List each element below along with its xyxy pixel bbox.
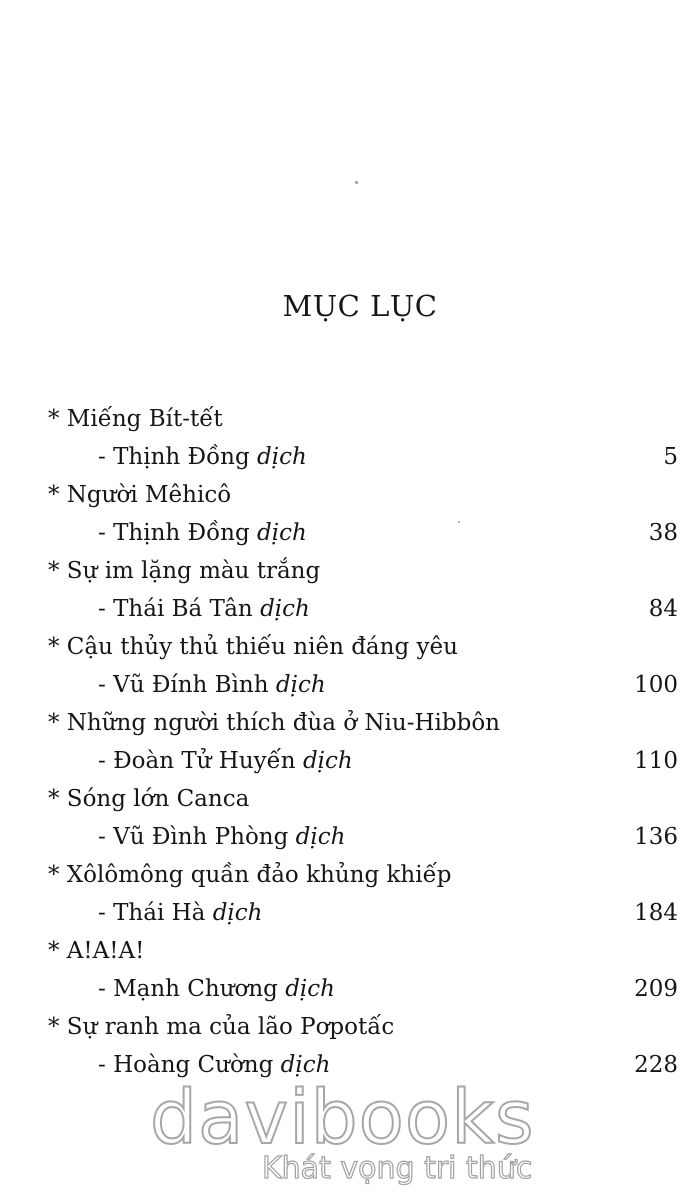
toc-entry xyxy=(48,552,678,628)
translated-label: dịch xyxy=(275,672,326,698)
translated-label: dịch xyxy=(280,1052,331,1078)
toc-entry xyxy=(48,1008,678,1084)
translated-label: dịch xyxy=(212,900,263,926)
translator-line xyxy=(48,666,678,704)
translator-line xyxy=(48,818,678,856)
translator-line xyxy=(48,514,678,552)
story-title: * Sóng lớn Canca xyxy=(48,786,250,812)
toc-entry xyxy=(48,704,678,780)
toc-entry xyxy=(48,476,678,552)
story-title: * Những người thích đùa ở Niu-Hibbôn xyxy=(48,710,500,736)
translator-name: - Thái Bá Tân xyxy=(98,596,253,622)
translator-name: - Thái Hà xyxy=(98,900,206,926)
story-title: * Cậu thủy thủ thiếu niên đáng yêu xyxy=(48,634,458,660)
page-number: 5 xyxy=(663,444,678,470)
page-number: 228 xyxy=(634,1052,678,1078)
page-number: 136 xyxy=(634,824,678,850)
page-number: 209 xyxy=(634,976,678,1002)
table-of-contents xyxy=(48,400,678,1084)
watermark-brand: davibooks xyxy=(150,1075,535,1161)
translator-line xyxy=(48,742,678,780)
story-title: * Sự ranh ma của lão Pơpotấc xyxy=(48,1014,395,1040)
translated-label: dịch xyxy=(257,444,307,470)
translated-label: dịch xyxy=(257,520,307,546)
translator-line xyxy=(48,438,678,476)
story-title: * Miếng Bít-tết xyxy=(48,406,223,432)
page-number: 100 xyxy=(634,672,678,698)
translator-name: - Vũ Đình Phòng xyxy=(98,824,289,850)
page-number: 38 xyxy=(648,520,678,546)
translator-line xyxy=(48,970,678,1008)
translator-name: - Thịnh Đồng xyxy=(98,520,250,546)
translator-name: - Đoàn Tử Huyến xyxy=(98,748,296,774)
page-number: 110 xyxy=(634,748,678,774)
toc-entry xyxy=(48,856,678,932)
translated-label: dịch xyxy=(260,596,310,622)
story-title: * Xôlômông quần đảo khủng khiếp xyxy=(48,862,452,888)
page-number: 84 xyxy=(648,596,678,622)
page-title: MỤC LỤC xyxy=(282,289,438,324)
watermark-slogan: Khát vọng tri thức xyxy=(262,1151,533,1186)
translator-line xyxy=(48,894,678,932)
toc-entry xyxy=(48,780,678,856)
toc-entry xyxy=(48,628,678,704)
story-title: * Người Mêhicô xyxy=(48,482,232,508)
story-title: * Sự im lặng màu trắng xyxy=(48,558,321,584)
paper-speck xyxy=(355,181,358,184)
translated-label: dịch xyxy=(285,976,335,1002)
translator-name: - Mạnh Chương xyxy=(98,976,278,1002)
translator-name: - Hoàng Cường xyxy=(98,1052,274,1078)
translated-label: dịch xyxy=(302,748,353,774)
toc-entry xyxy=(48,400,678,476)
watermark xyxy=(0,1075,700,1195)
page-number: 184 xyxy=(634,900,678,926)
translator-line xyxy=(48,590,678,628)
translator-name: - Vũ Đính Bình xyxy=(98,672,269,698)
translator-name: - Thịnh Đồng xyxy=(98,444,250,470)
story-title: * A!A!A! xyxy=(48,938,145,964)
translated-label: dịch xyxy=(295,824,346,850)
toc-entry xyxy=(48,932,678,1008)
